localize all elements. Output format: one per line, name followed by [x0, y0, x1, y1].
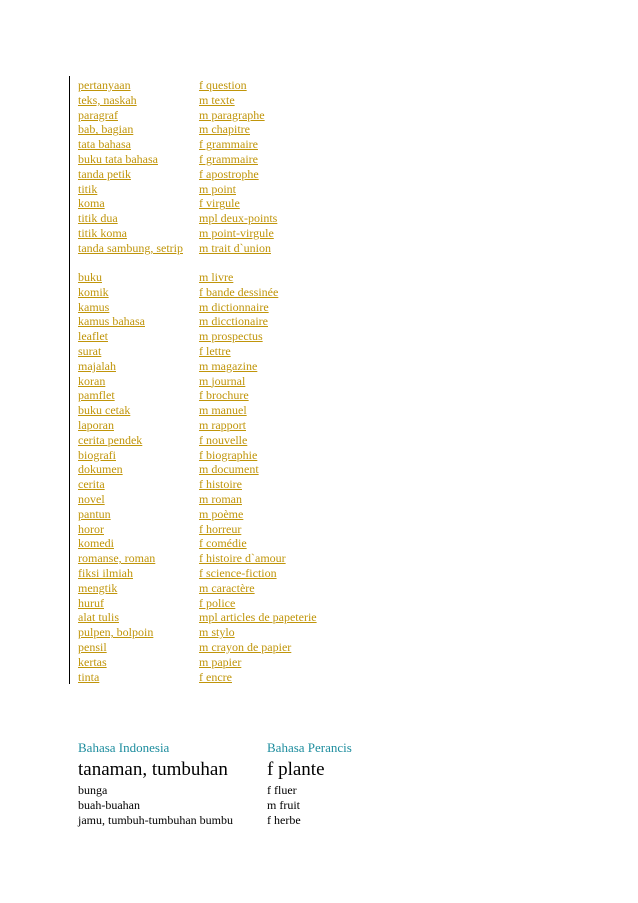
french-word-link[interactable]: f apostrophe — [199, 166, 259, 181]
list-item — [78, 448, 317, 463]
indonesian-word-link[interactable]: pertanyaan — [78, 78, 131, 92]
indonesian-word-link[interactable]: surat — [78, 343, 102, 358]
plant-glossary — [78, 740, 352, 827]
indonesian-word-link[interactable]: novel — [78, 491, 105, 506]
french-word-link[interactable]: m livre — [199, 270, 234, 284]
list-item — [78, 108, 277, 123]
french-word-link[interactable]: f nouvelle — [199, 432, 248, 447]
indonesian-word-link[interactable]: dokumen — [78, 462, 123, 477]
french-word-link[interactable]: f biographie — [199, 447, 258, 462]
list-item — [78, 596, 317, 611]
indonesian-word-link[interactable]: cerita pendek — [78, 432, 143, 447]
list-item — [78, 182, 277, 197]
title-indonesian: tanaman, tumbuhan — [78, 759, 228, 780]
glossary-rows — [78, 783, 352, 827]
list-item — [78, 137, 277, 152]
french-word-link[interactable]: f lettre — [199, 343, 231, 358]
list-item — [78, 433, 317, 448]
vocab-list-language — [78, 78, 277, 256]
list-item — [78, 798, 352, 813]
french-word-link[interactable]: f brochure — [199, 388, 249, 403]
list-item — [78, 522, 317, 537]
list-item — [78, 374, 317, 389]
indonesian-word-link[interactable]: biografi — [78, 447, 116, 462]
list-item — [78, 270, 317, 285]
list-item — [78, 625, 317, 640]
french-word-link[interactable]: f science-fiction — [199, 565, 277, 580]
indonesian-word-link[interactable]: koma — [78, 196, 105, 211]
french-word-link[interactable]: m poème — [199, 506, 244, 521]
list-item — [78, 462, 317, 477]
glossary-header — [78, 740, 352, 756]
indonesian-word-link[interactable]: tanda petik — [78, 166, 131, 181]
indonesian-word-link[interactable]: cerita — [78, 477, 105, 492]
french-word-link[interactable]: f police — [199, 595, 236, 610]
french-word-link[interactable]: f bande dessinée — [199, 284, 279, 299]
list-item — [78, 241, 277, 256]
french-word-link[interactable]: m journal — [199, 373, 246, 388]
title-french: f plante — [267, 759, 325, 780]
list-item — [78, 492, 317, 507]
list-item — [78, 418, 317, 433]
list-item — [78, 551, 317, 566]
vocab-list-reading — [78, 270, 317, 684]
list-item — [78, 152, 277, 167]
indonesian-word-link[interactable]: romanse, roman — [78, 551, 156, 566]
list-item — [78, 226, 277, 241]
indonesian-word-link[interactable]: titik — [78, 181, 98, 196]
indonesian-word-link[interactable]: pantun — [78, 506, 111, 521]
french-word-link[interactable]: m roman — [199, 491, 242, 506]
indonesian-word-link[interactable]: tanda sambung, setrip — [78, 240, 183, 255]
french-word-link[interactable]: m caractère — [199, 580, 255, 595]
french-word-link[interactable]: m magazine — [199, 358, 258, 373]
french-word-link[interactable]: m point-virgule — [199, 225, 274, 240]
list-item — [78, 78, 277, 93]
header-french: Bahasa Perancis — [267, 740, 352, 755]
french-word-link[interactable]: m texte — [199, 92, 235, 107]
french-word-link[interactable]: m paragraphe — [199, 107, 265, 122]
indonesian-word-link[interactable]: buku — [78, 270, 102, 284]
list-item — [78, 783, 352, 798]
french-word-link[interactable]: m chapitre — [199, 122, 250, 137]
indonesian-word-link[interactable]: kamus — [78, 299, 110, 314]
indonesian-word-link[interactable]: tinta — [78, 669, 100, 684]
french-word-link[interactable]: f horreur — [199, 521, 242, 536]
french-word-link[interactable]: f histoire — [199, 477, 242, 492]
list-item — [78, 329, 317, 344]
list-item — [78, 507, 317, 522]
french-word-link[interactable]: m dicctionaire — [199, 314, 268, 329]
french-word-link[interactable]: f histoire d`amour — [199, 551, 286, 566]
french-word-link[interactable]: m stylo — [199, 625, 235, 640]
french-word-link[interactable]: m manuel — [199, 403, 247, 418]
list-item — [78, 670, 317, 685]
french-word-link[interactable]: m trait d`union — [199, 240, 271, 255]
list-item — [78, 314, 317, 329]
list-item — [78, 167, 277, 182]
french-word-link[interactable]: m document — [199, 462, 259, 477]
list-item — [78, 122, 277, 137]
indonesian-word-link[interactable]: titik dua — [78, 211, 118, 226]
indonesian-word-link[interactable]: fiksi ilmiah — [78, 565, 133, 580]
list-item — [78, 285, 317, 300]
indonesian-word-link[interactable]: horor — [78, 521, 104, 536]
indonesian-word-link[interactable]: majalah — [78, 358, 116, 373]
list-item — [78, 196, 277, 211]
indonesian-word: buah-buahan — [78, 797, 140, 812]
list-item — [78, 655, 317, 670]
indonesian-word-link[interactable]: buku cetak — [78, 403, 131, 418]
french-word: f herbe — [267, 812, 301, 827]
indonesian-word-link[interactable]: titik koma — [78, 225, 127, 240]
french-word-link[interactable]: m prospectus — [199, 329, 263, 344]
list-item — [78, 566, 317, 581]
list-item — [78, 477, 317, 492]
indonesian-word-link[interactable]: pamflet — [78, 388, 115, 403]
french-word-link[interactable]: mpl deux-points — [199, 211, 278, 226]
indonesian-word-link[interactable]: koran — [78, 373, 106, 388]
list-item — [78, 610, 317, 625]
left-margin-rule — [69, 76, 70, 684]
list-item — [78, 536, 317, 551]
indonesian-word-link[interactable]: teks, naskah — [78, 92, 137, 107]
indonesian-word-link[interactable]: kamus bahasa — [78, 314, 145, 329]
list-item — [78, 388, 317, 403]
indonesian-word-link[interactable]: komedi — [78, 536, 114, 551]
french-word: f fluer — [267, 783, 297, 797]
french-word-link[interactable]: m papier — [199, 654, 242, 669]
indonesian-word-link[interactable]: alat tulis — [78, 610, 119, 625]
french-word-link[interactable]: m rapport — [199, 417, 246, 432]
indonesian-word-link[interactable]: pensil — [78, 639, 107, 654]
french-word-link[interactable]: f comédie — [199, 536, 247, 551]
indonesian-word-link[interactable]: paragraf — [78, 107, 118, 122]
indonesian-word-link[interactable]: kertas — [78, 654, 107, 669]
indonesian-word-link[interactable]: huruf — [78, 595, 104, 610]
list-item — [78, 640, 317, 655]
french-word-link[interactable]: m point — [199, 181, 237, 196]
list-item — [78, 813, 352, 828]
indonesian-word-link[interactable]: bab, bagian — [78, 122, 134, 137]
indonesian-word-link[interactable]: laporan — [78, 417, 114, 432]
french-word-link[interactable]: f encre — [199, 669, 232, 684]
french-word-link[interactable]: m dictionnaire — [199, 299, 269, 314]
french-word-link[interactable]: f grammaire — [199, 151, 258, 166]
list-item — [78, 300, 317, 315]
list-item — [78, 344, 317, 359]
list-item — [78, 211, 277, 226]
indonesian-word-link[interactable]: leaflet — [78, 329, 108, 344]
list-item — [78, 359, 317, 374]
indonesian-word-link[interactable]: komik — [78, 284, 109, 299]
list-item — [78, 403, 317, 418]
french-word-link[interactable]: f virgule — [199, 196, 240, 211]
french-word: m fruit — [267, 797, 300, 812]
glossary-title — [78, 756, 352, 783]
indonesian-word: jamu, tumbuh-tumbuhan bumbu — [78, 812, 233, 827]
list-item — [78, 93, 277, 108]
indonesian-word-link[interactable]: pulpen, bolpoin — [78, 625, 154, 640]
french-word-link[interactable]: f question — [199, 78, 247, 92]
header-indonesian: Bahasa Indonesia — [78, 740, 170, 755]
indonesian-word-link[interactable]: tata bahasa — [78, 137, 131, 152]
french-word-link[interactable]: f grammaire — [199, 137, 258, 152]
list-item — [78, 581, 317, 596]
french-word-link[interactable]: mpl articles de papeterie — [199, 610, 317, 625]
indonesian-word: bunga — [78, 783, 108, 797]
indonesian-word-link[interactable]: buku tata bahasa — [78, 151, 158, 166]
french-word-link[interactable]: m crayon de papier — [199, 639, 292, 654]
indonesian-word-link[interactable]: mengtik — [78, 580, 118, 595]
